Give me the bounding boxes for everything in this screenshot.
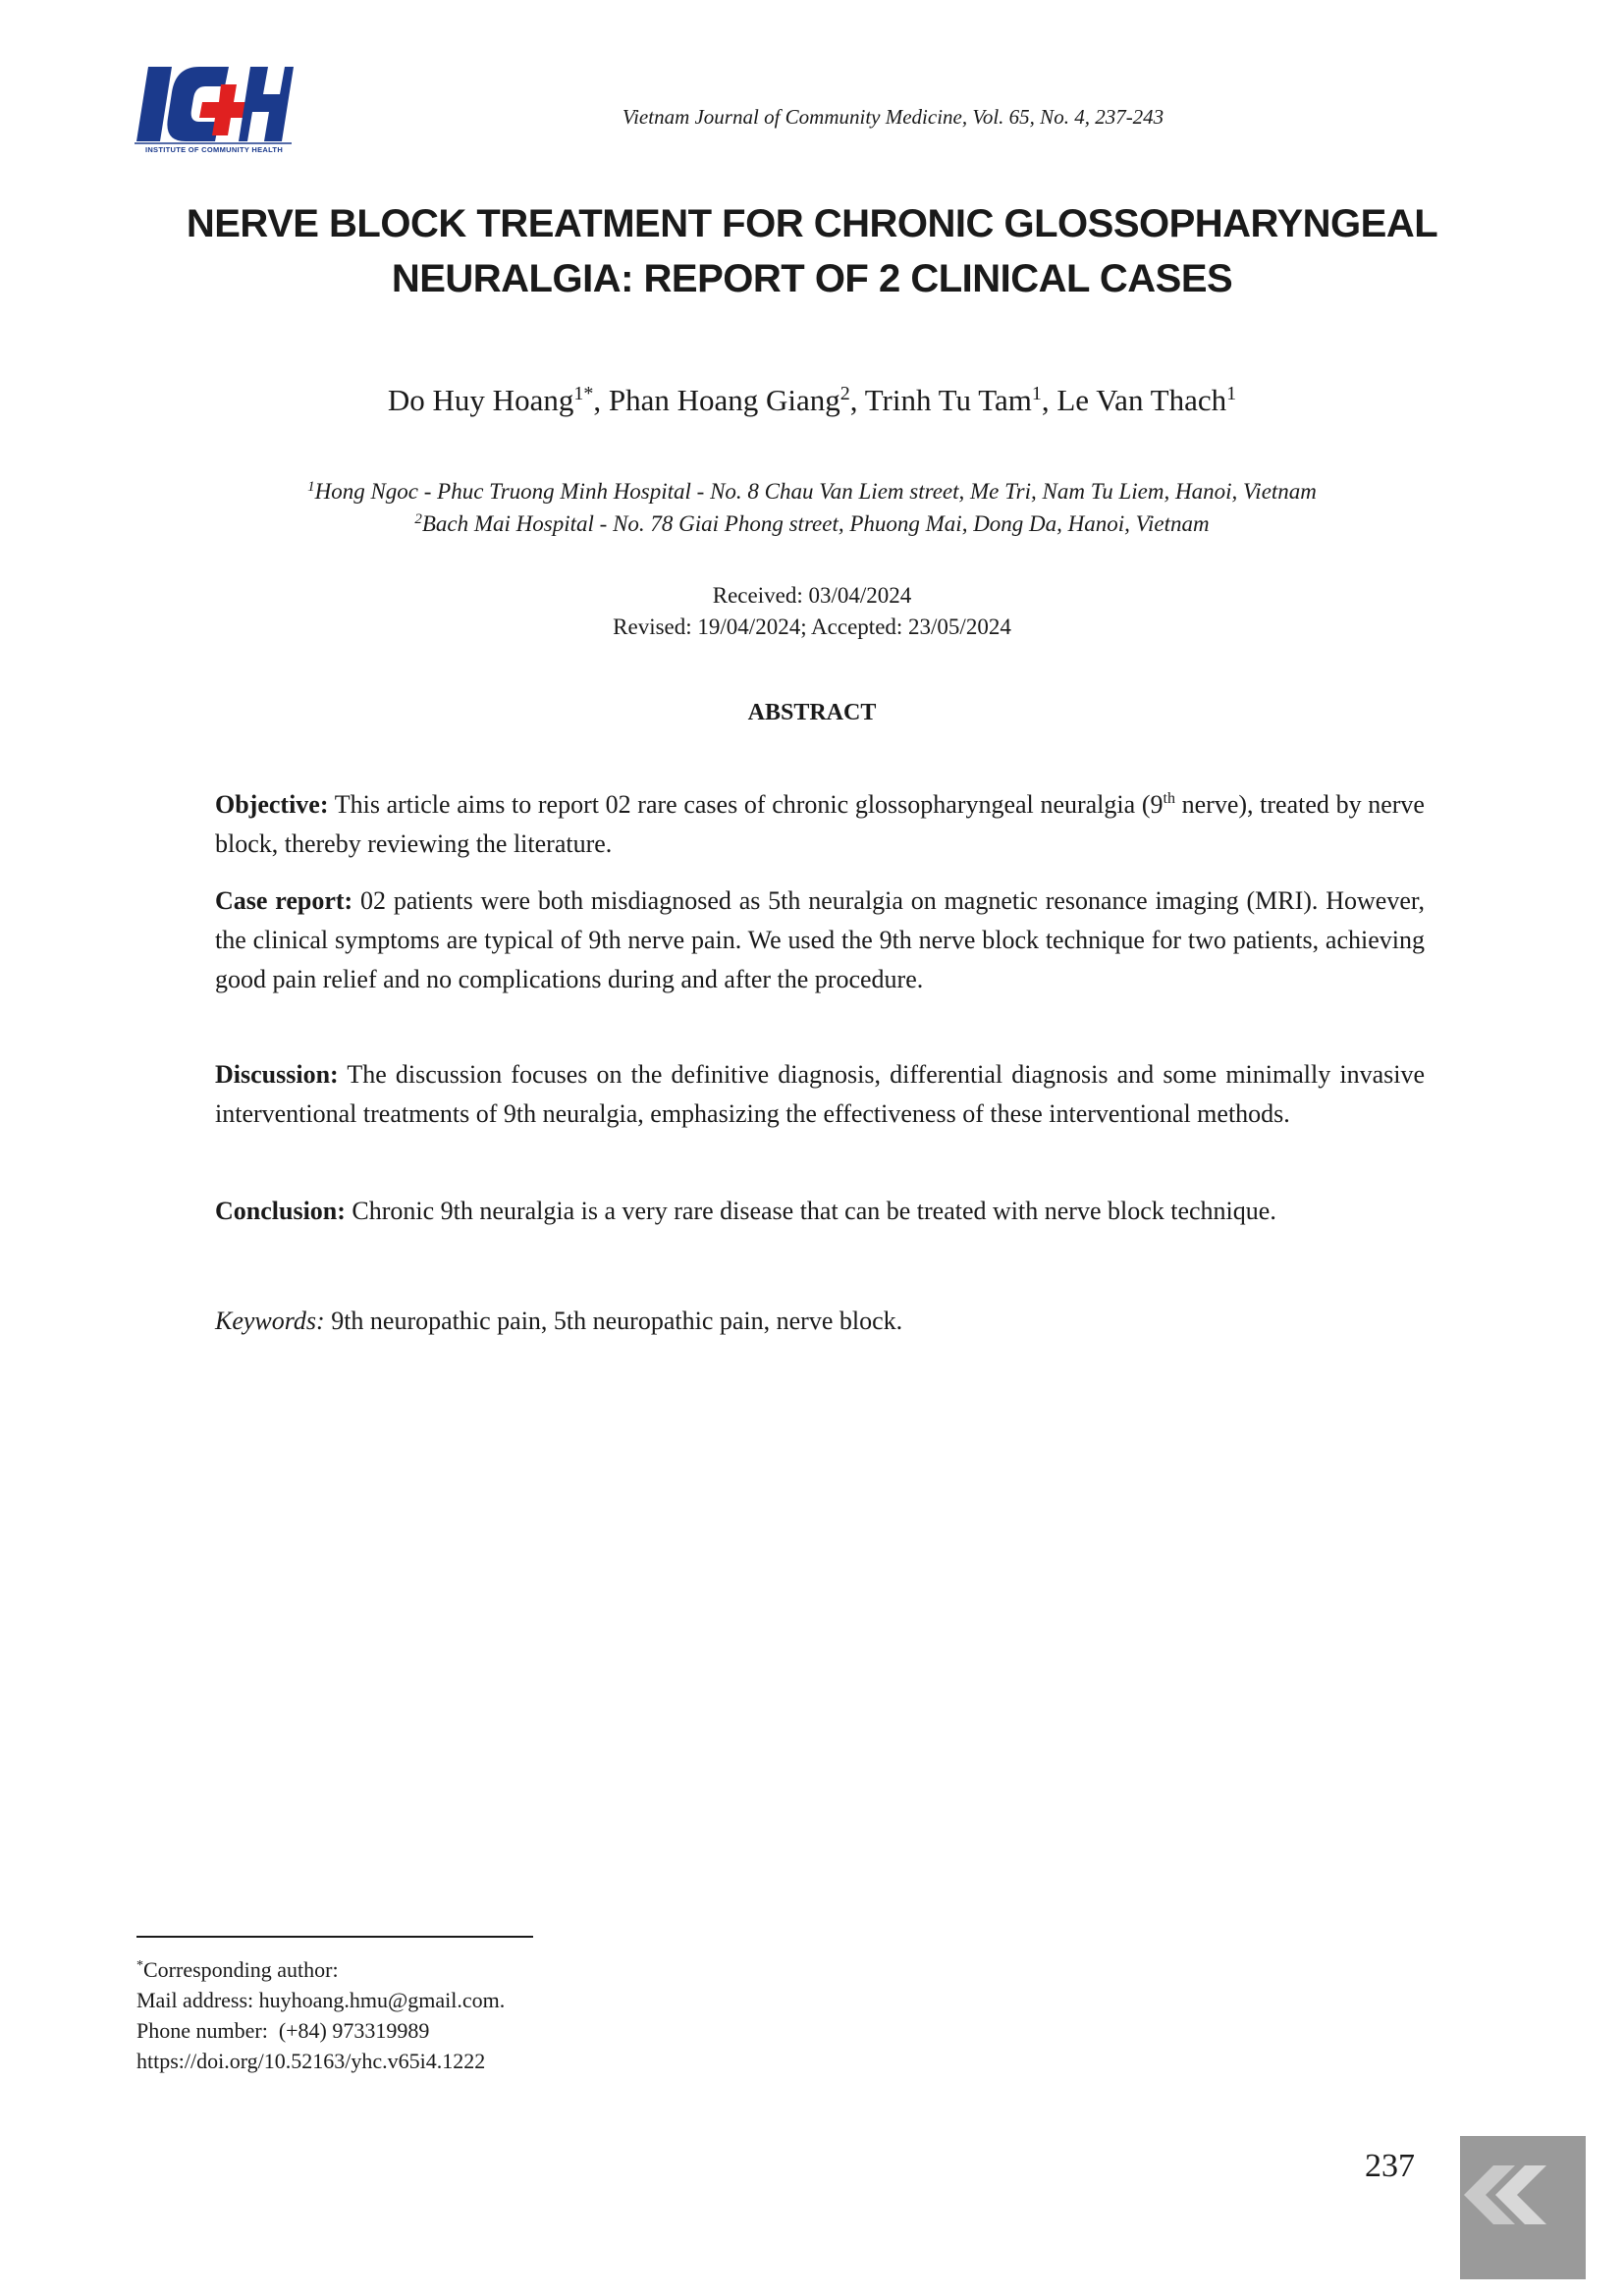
- abstract-case-report: [215, 881, 1425, 999]
- author-name: Le Van Thach: [1056, 383, 1227, 417]
- discussion-text: The discussion focuses on the definitive diagnosis, differential diagnosis and some minimally invasive interventional treatments of 9th neuralgia, emphasizing the effectiveness of these interventional methods.: [215, 1060, 1425, 1128]
- footnote-mail: Mail address: huyhoang.hmu@gmail.com.: [136, 1988, 506, 2012]
- conclusion-label: Conclusion:: [215, 1197, 346, 1225]
- page-number: 237: [1365, 2148, 1415, 2184]
- affiliation-text: Hong Ngoc - Phuc Truong Minh Hospital - No. 8 Chau Van Liem street, Me Tri, Nam Tu Liem, Hanoi, Vietnam: [314, 479, 1317, 504]
- discussion-label: Discussion:: [215, 1060, 339, 1089]
- footnote-doi-link[interactable]: https://doi.org/10.52163/yhc.v65i4.1222: [136, 2049, 486, 2073]
- abstract-discussion: [215, 1055, 1425, 1134]
- footnote-phone: Phone number: (+84) 973319989: [136, 2018, 430, 2043]
- affiliation-marker: 1: [307, 479, 315, 495]
- footnote-corresponding-text: Corresponding author:: [143, 1957, 339, 1982]
- author-affil-marker: 1: [1031, 383, 1042, 404]
- footnote-divider: [136, 1936, 533, 1938]
- author-separator: ,: [1041, 383, 1057, 417]
- title-line-1: NERVE BLOCK TREATMENT FOR CHRONIC GLOSSOPHARYNGEAL: [186, 202, 1438, 245]
- footnote-corresponding: [136, 1957, 339, 1983]
- abstract-heading: ABSTRACT: [747, 700, 877, 725]
- author-name: Do Huy Hoang: [387, 383, 574, 417]
- page-corner-tab: [1460, 2136, 1586, 2279]
- objective-label: Objective:: [215, 790, 329, 819]
- objective-text-continued: nerve), treated by nerve block, thereby reviewing the literature.: [215, 790, 1425, 858]
- author-name: Phan Hoang Giang: [608, 383, 840, 417]
- revised-accepted-dates: Revised: 19/04/2024; Accepted: 23/05/2024: [613, 614, 1011, 639]
- affiliation-2: [0, 511, 1624, 537]
- author-affil-marker: 1*: [573, 383, 594, 404]
- case-report-label: Case report:: [215, 886, 353, 915]
- logo-caption: INSTITUTE OF COMMUNITY HEALTH: [144, 145, 284, 154]
- ordinal-suffix: th: [1163, 790, 1175, 807]
- received-date: Received: 03/04/2024: [712, 583, 912, 608]
- keywords-label: Keywords:: [215, 1307, 325, 1335]
- author-affil-marker: 1: [1226, 383, 1237, 404]
- abstract-objective: [215, 785, 1425, 864]
- author-affil-marker: 2: [839, 383, 850, 404]
- affiliation-1: [0, 479, 1624, 505]
- keywords-text: 9th neuropathic pain, 5th neuropathic pain, nerve block.: [324, 1307, 903, 1335]
- ich-logo-icon: [135, 63, 294, 145]
- title-line-2: NEURALGIA: REPORT OF 2 CLINICAL CASES: [391, 257, 1233, 300]
- conclusion-text: Chronic 9th neuralgia is a very rare disease that can be treated with nerve block technique.: [345, 1197, 1276, 1225]
- journal-running-header: Vietnam Journal of Community Medicine, Vol. 65, No. 4, 237-243: [622, 105, 1164, 129]
- affiliation-marker: 2: [414, 511, 422, 527]
- author-separator: ,: [593, 383, 609, 417]
- case-report-text: 02 patients were both misdiagnosed as 5th neuralgia on magnetic resonance imaging (MRI). However, the clinical symptoms are typical of 9th nerve pain. We used the 9th nerve block technique for two patients, achieving good pain relief and no complications during and after the procedure.: [215, 886, 1425, 993]
- author-name: Trinh Tu Tam: [864, 383, 1032, 417]
- double-chevron-left-icon: [1460, 2136, 1586, 2279]
- paper-title: [157, 196, 1467, 306]
- affiliation-text: Bach Mai Hospital - No. 78 Giai Phong street, Phuong Mai, Dong Da, Hanoi, Vietnam: [421, 511, 1210, 536]
- author-separator: ,: [849, 383, 865, 417]
- abstract-conclusion: [215, 1192, 1425, 1231]
- author-list: [0, 383, 1624, 418]
- objective-text: This article aims to report 02 rare cases of chronic glossopharyngeal neuralgia (9: [328, 790, 1164, 819]
- footnote-marker: *: [136, 1958, 143, 1973]
- abstract-keywords: [215, 1302, 1425, 1341]
